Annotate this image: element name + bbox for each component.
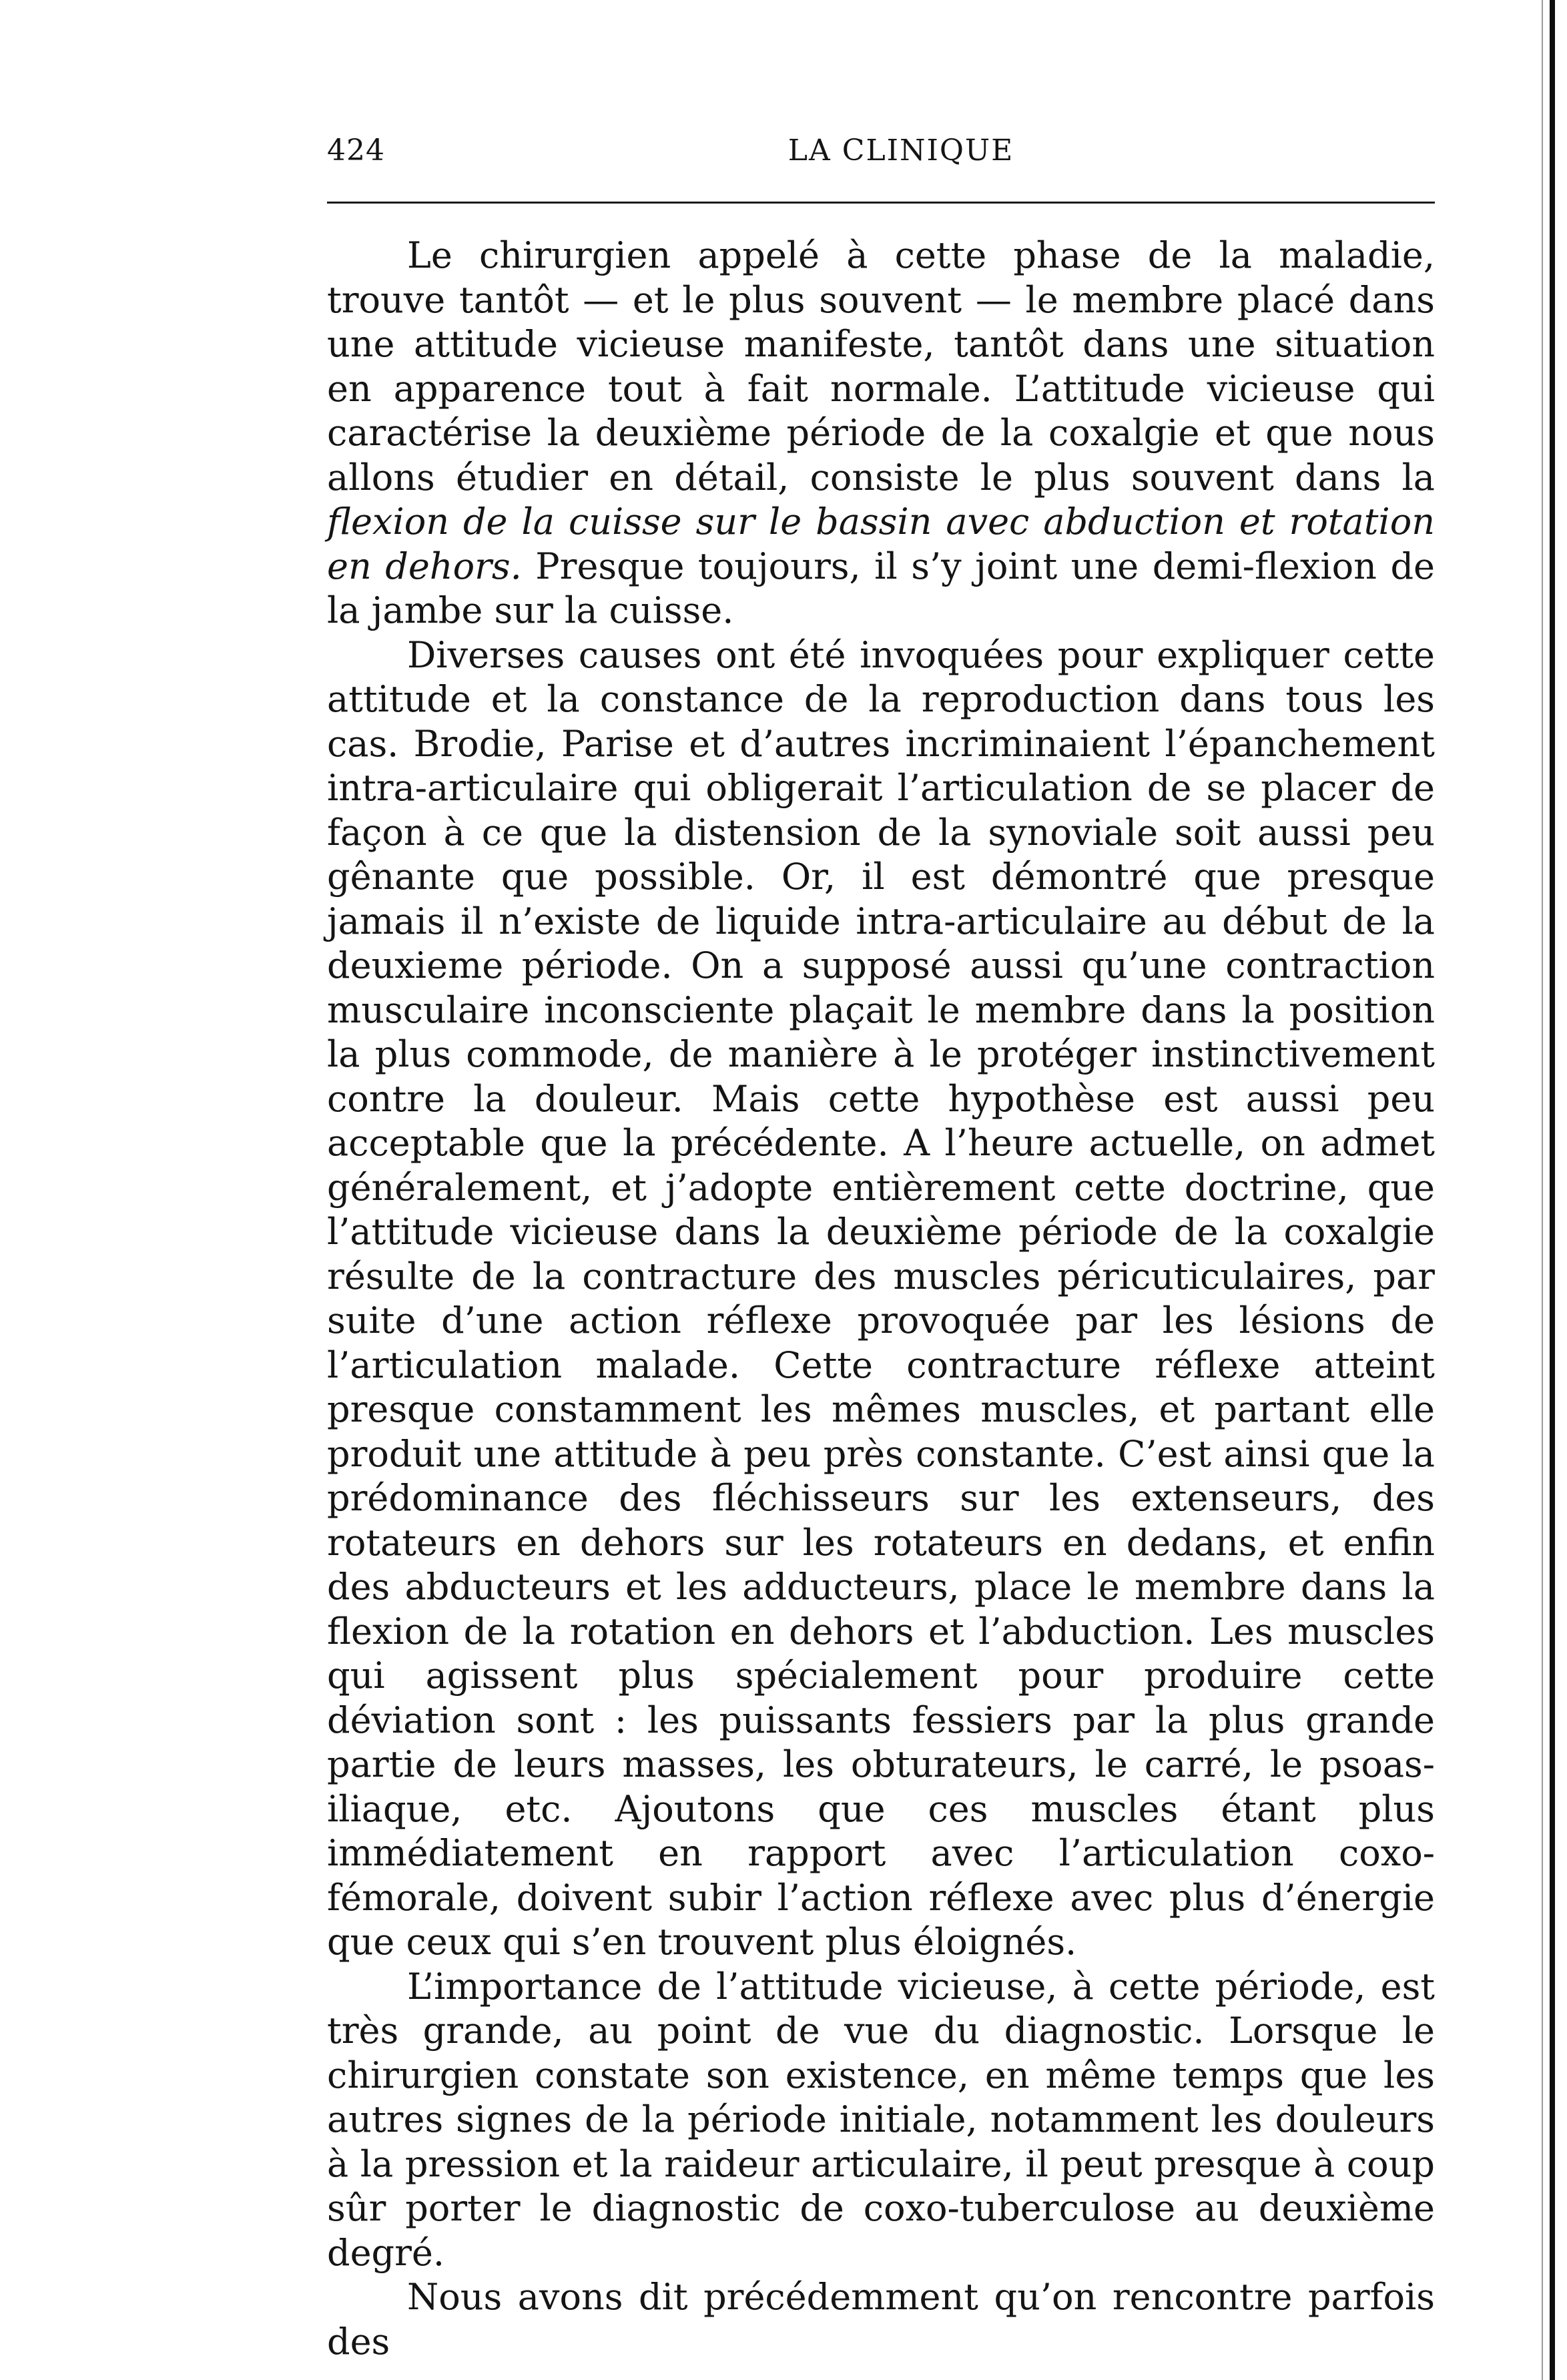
paragraph-1 — [327, 234, 1435, 633]
header-rule — [327, 202, 1435, 204]
binding-edge-shadow — [1542, 0, 1543, 2380]
binding-edge — [1550, 0, 1555, 2380]
paragraph-4: Nous avons dit précédemment qu’on rencontre parfois des — [327, 2276, 1435, 2363]
running-title: LA CLINIQUE — [788, 133, 1014, 168]
paragraph-2: Diverses causes ont été invoquées pour expliquer cette attitude et la constance de la reproduction dans tous les cas. Brodie, Parise et d’autres incriminaient l’épanchement intra-articulaire qui obligerait l’articulation de se placer de façon à ce que la distension de la synoviale soit aussi peu gênante que possible. Or, il est démontré que presque jamais il n’existe de liquide intra-articulaire au début de la deuxieme période. On a supposé aussi qu’une contraction musculaire inconsciente plaçait le membre dans la position la plus commode, de manière à le protéger instinctivement contre la douleur. Mais cette hypothèse est aussi peu acceptable que la précédente. A l’heure actuelle, on admet généralement, et j’adopte entièrement cette doctrine, que l’attitude vicieuse dans la deuxième période de la coxalgie résulte de la contracture des muscles péricuticulaires, par suite d’une action réflexe provoquée par les lésions de l’articulation malade. Cette contracture réflexe atteint presque constamment les mêmes muscles, et partant elle produit une attitude à peu près constante. C’est ainsi que la prédominance des fléchisseurs sur les extenseurs, des rotateurs en dehors sur les rotateurs en dedans, et enfin des abducteurs et les adducteurs, place le membre dans la flexion de la rotation en dehors et l’abduction. Les muscles qui agissent plus spécialement pour produire cette déviation sont : les puissants fessiers par la plus grande partie de leurs masses, les obturateurs, le carré, le psoas-iliaque, etc. Ajoutons que ces muscles étant plus immédiatement en rapport avec l’articulation coxo-fémorale, doivent subir l’action réflexe avec plus d’énergie que ceux qui s’en trouvent plus éloignés. — [327, 633, 1435, 1963]
page-number: 424 — [327, 133, 385, 168]
paragraph-3: L’importance de l’attitude vicieuse, à cette période, est très grande, au point de vue du diagnostic. Lorsque le chirurgien constate son existence, en même temps que les autres signes de la période initiale, notamment les douleurs à la pression et la raideur articulaire, il peut presque à coup sûr porter le diagnostic de coxo-tuberculose au deuxième degré. — [327, 1965, 1435, 2274]
body-text — [327, 234, 1435, 2364]
paragraph-1-italic: flexion de la cuisse sur le bassin avec abduction et rotation en dehors. — [327, 501, 1435, 587]
paragraph-1-text: Le chirurgien appelé à cette phase de la maladie, trouve tantôt — et le plus souvent — le membre placé dans une attitude vicieuse manifeste, tantôt dans une situation en apparence tout à fait normale. L’attitude vicieuse qui caractérise la deuxième période de la coxalgie et que nous allons étudier en détail, consiste le plus souvent dans la — [327, 234, 1435, 499]
page-header — [327, 133, 1435, 180]
paragraph-1-text-end: Presque toujours, il s’y joint une demi-flexion de la jambe sur la cuisse. — [327, 545, 1435, 631]
